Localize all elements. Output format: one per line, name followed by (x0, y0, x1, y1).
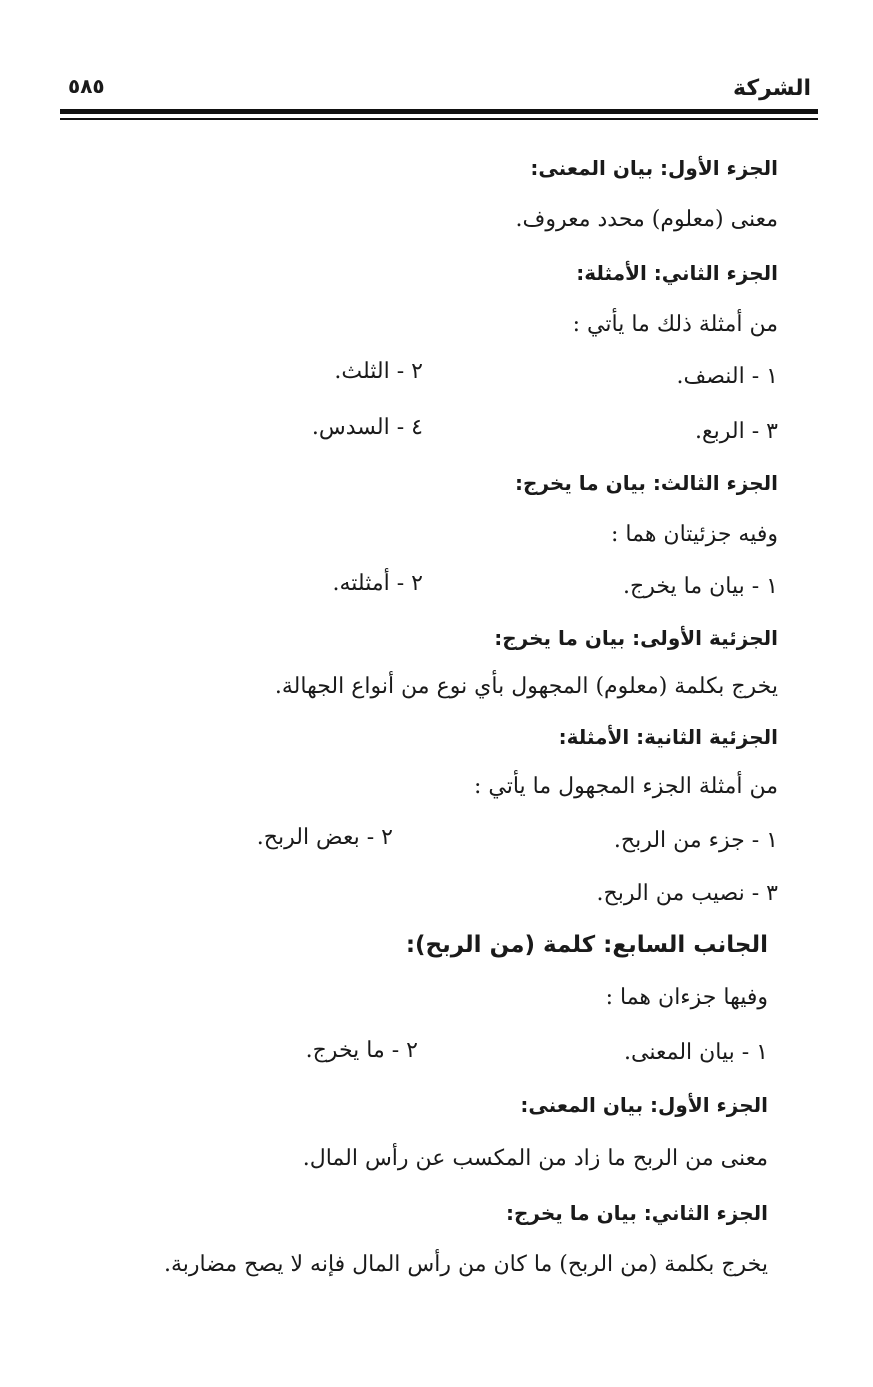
list-item: ٢ - أمثلته. (332, 571, 423, 596)
list-item: ٢ - بعض الربح. (256, 825, 393, 850)
paragraph: يخرج بكلمة (معلوم) المجهول بأي نوع من أنواع الجهالة. (274, 674, 778, 699)
paragraph: معنى من الربح ما زاد من المكسب عن رأس المال. (302, 1146, 768, 1171)
header-rule-thick (60, 109, 818, 114)
paragraph: من أمثلة ذلك ما يأتي : (572, 312, 778, 337)
running-header-title: الشركة (732, 76, 811, 101)
section-heading: الجزء الأول: بيان المعنى: (530, 156, 778, 180)
page-number: ٥٨٥ (68, 74, 105, 98)
section-heading: الجزء الثاني: الأمثلة: (576, 261, 778, 285)
list-item: ٢ - ما يخرج. (305, 1038, 418, 1063)
paragraph: معنى (معلوم) محدد معروف. (515, 207, 778, 232)
list-item: ٢ - الثلث. (334, 359, 423, 384)
section-heading: الجانب السابع: كلمة (من الربح): (405, 932, 768, 958)
paragraph: يخرج بكلمة (من الربح) ما كان من رأس المال فإنه لا يصح مضاربة. (164, 1252, 768, 1277)
section-heading: الجزء الثاني: بيان ما يخرج: (505, 1201, 768, 1225)
section-heading: الجزء الأول: بيان المعنى: (520, 1093, 768, 1117)
list-item: ١ - النصف. (676, 364, 778, 389)
list-item: ٣ - نصيب من الربح. (596, 881, 778, 906)
section-heading: الجزء الثالث: بيان ما يخرج: (515, 471, 778, 495)
list-item: ١ - بيان المعنى. (624, 1040, 768, 1065)
list-item: ٤ - السدس. (311, 415, 423, 440)
list-item: ١ - بيان ما يخرج. (623, 574, 778, 599)
section-heading: الجزئية الثانية: الأمثلة: (558, 725, 778, 749)
list-item: ١ - جزء من الربح. (613, 828, 778, 853)
list-item: ٣ - الربع. (694, 419, 778, 444)
paragraph: وفيها جزءان هما : (605, 985, 768, 1010)
header-rule-thin (60, 118, 818, 120)
section-heading: الجزئية الأولى: بيان ما يخرج: (494, 626, 778, 650)
paragraph: وفيه جزئيتان هما : (611, 522, 778, 547)
paragraph: من أمثلة الجزء المجهول ما يأتي : (473, 774, 778, 799)
